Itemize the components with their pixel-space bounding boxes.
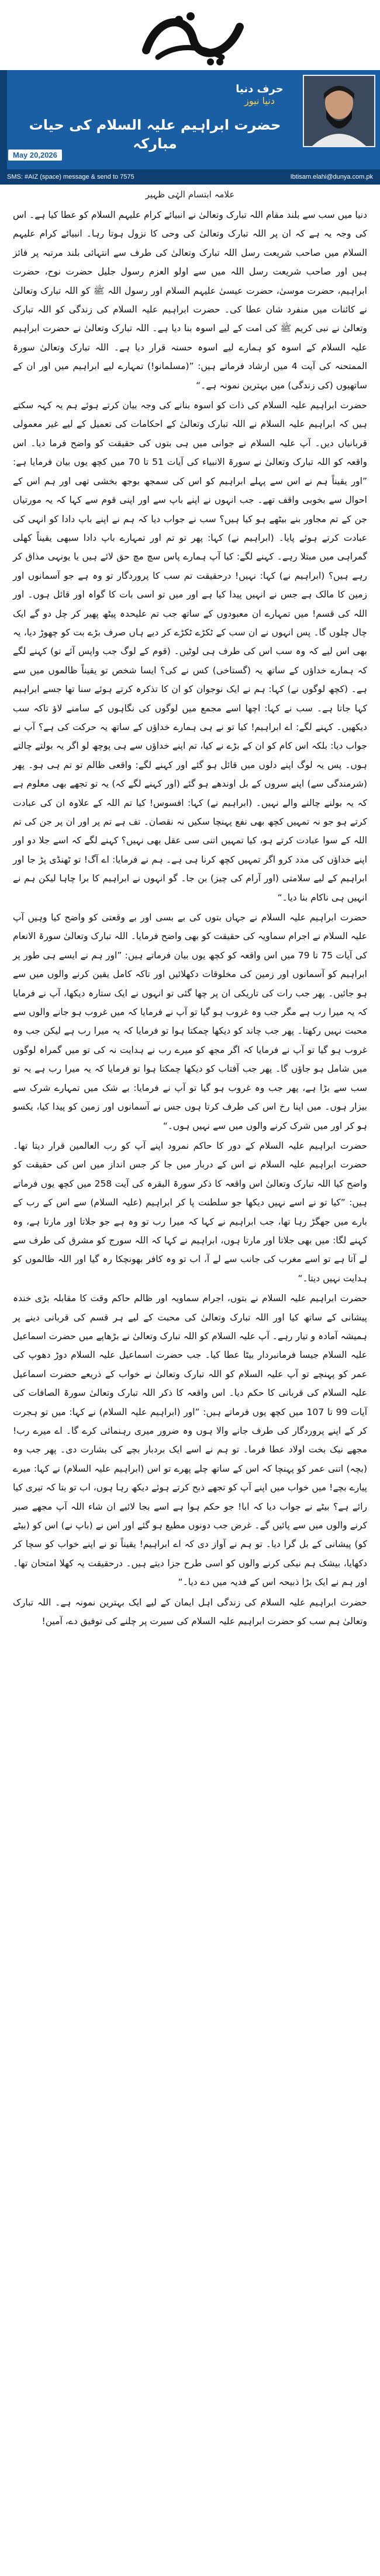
publish-date: May 20,2026 <box>8 150 62 161</box>
author-email[interactable]: Ibtisam.elahi@dunya.com.pk <box>290 173 373 180</box>
article-paragraph: حضرت ابراہیم علیہ السلام کی زندگی اہل ایمان کے لیے ایک بہترین نمونہ ہے۔ اللہ تبارک وتعالیٰ ہم سب کو حضرت ابراہیم علیہ السلام کی سیرت پر چلنے کی توفیق دے، آمین! <box>13 1597 367 1627</box>
article-paragraph: دنیا میں سب سے بلند مقام اللہ تبارک وتعالیٰ نے انبیائے کرام علیہم السلام کو عطا کیا ہے۔ اس کی وجہ یہ ہے کہ ان پر اللہ تبارک وتعالیٰ کی وحی کا نزول ہوتا رہا۔ انبیائے کرام علیہم السلام میں صاحب شریعت رسل اللہ تبارک وتعالیٰ کی طرف سے انتہائی بلند مرتبہ پر فائز ہیں اور صاحب شریعت رسل اللہ میں سے اولو العزم رسول جلیل حضرت نوح، حضرت ابراہیم، حضرت موسیٰ، حضرت عیسیٰ علیہم السلام اور رسول اللہ ﷺ کو اللہ تبارک وتعالیٰ نے کائنات میں منفرد شان عطا کی۔ حضرت ابراہیم علیہ السلام کی زندگی کو اللہ تبارک وتعالیٰ نے نبی کریم ﷺ کی امت کے لیے اسوہ بنا دیا ہے۔ اللہ تبارک وتعالیٰ نے حضرت ابراہیم علیہ السلام کے اسوہ کو ہمارے لیے اسوہ حسنہ قرار دیا ہے۔ اللہ تبارک وتعالیٰ سورۃ الممتحنہ کی آیت 4 میں ارشاد فرماتے ہیں: ”(مسلمانو!) تمہارے لیے ابراہیم میں اور ان کے ساتھیوں (کی زندگی) میں بہترین نمونہ ہے۔“ <box>13 210 367 391</box>
columnist-tag-bottom: دنیا نیوز <box>244 95 275 106</box>
article-paragraph: حضرت ابراہیم علیہ السلام نے جہاں بتوں کی بے بسی اور بے وقعتی کو واضح کیا وہیں آپ علیہ السلام نے اجرام سماویہ کی حقیقت کو بھی واضح فرمایا۔ اللہ تبارک وتعالیٰ سورۃ الانعام کی آیات 75 تا 79 میں اس واقعہ کو کچھ یوں بیان فرماتے ہیں: ”اور ہم نے ایسے ہی طور پر ابراہیم کو آسمانوں اور زمین کی مخلوقات دکھلائیں اور تاکہ کامل یقین کرنے والوں میں سے ہو جائیں۔ پھر جب رات کی تاریکی ان پر چھا گئی تو انہوں نے ایک ستارہ دیکھا، آپ نے فرمایا کہ یہ میرا رب ہے مگر جب وہ غروب ہو گیا تو آپ نے فرمایا کہ میں غروب ہو جانے والوں سے محبت نہیں رکھتا۔ پھر جب چاند کو دیکھا چمکتا ہوا تو فرمایا کہ یہ میرا رب ہے لیکن جب وہ غروب ہو گیا تو آپ نے فرمایا کہ اگر مجھ کو میرے رب نے ہدایت نہ کی تو میں گمراہ لوگوں میں شامل ہو جاؤں گا۔ پھر جب آفتاب کو دیکھا چمکتا ہوا تو فرمایا کہ یہ میرا رب ہے یہ تو سب سے بڑا ہے، پھر جب وہ غروب ہو گیا تو آپ نے فرمایا: بے شک میں تمہارے شرک سے بیزار ہوں۔ میں اپنا رخ اس کی طرف کرتا ہوں جس نے آسمانوں اور زمین کو پیدا کیا، یکسو ہو کر اور میں شرک کرنے والوں میں سے نہیں ہوں۔“ <box>13 912 367 1131</box>
columnist-tag-top: حرف دنیا <box>236 83 284 95</box>
sms-info: SMS: #AIZ (space) message & send to 7575 <box>7 173 134 180</box>
title-bar <box>0 70 380 169</box>
author-name: علامہ ابتسام الہٰی ظہیر <box>145 189 235 200</box>
info-bar <box>0 169 380 185</box>
masthead <box>0 0 380 70</box>
title-bar-accent <box>0 70 7 169</box>
dunya-logo <box>123 4 257 67</box>
author-portrait-icon <box>304 76 374 146</box>
columnist-tag <box>219 77 300 112</box>
author-photo <box>303 75 375 147</box>
article-paragraph: حضرت ابراہیم علیہ السلام کے دور کا حاکم نمرود اپنے آپ کو رب العالمین قرار دیتا تھا۔ حضرت ابراہیم علیہ السلام نے اس کے دربار میں جا کر جس انداز میں اس کی حقیقت کو واضح کیا اللہ تبارک وتعالیٰ اس واقعہ کا ذکر سورۃ البقرہ کی آیت 258 میں کچھ یوں فرماتے ہیں: ”کیا تو نے اسے نہیں دیکھا جو سلطنت پا کر ابراہیم (علیہ السلام) سے اس کے رب کے بارے میں جھگڑ رہا تھا، جب ابراہیم نے کہا کہ میرا رب تو وہ ہے جو جلاتا اور مارتا ہے، وہ کہنے لگا: میں بھی جلاتا اور مارتا ہوں، ابراہیم نے کہا کہ اللہ سورج کو مشرق کی طرف سے لے آتا ہے تو اسے مغرب کی جانب سے لے آ، اب تو وہ کافر بھونچکا رہ گیا اور اللہ ظالموں کو ہدایت نہیں دیتا۔“ <box>13 1140 367 1284</box>
article-paragraph: حضرت ابراہیم علیہ السلام نے بتوں، اجرام سماویہ اور ظالم حاکم وقت کا مقابلہ بڑی خندہ پیشانی کے ساتھ کیا اور اللہ تبارک وتعالیٰ کی محبت کے لیے ہر قسم کی قربانی دینے پر ہمیشہ آمادہ و تیار رہے۔ آپ علیہ السلام کو اللہ تبارک وتعالیٰ نے بڑھاپے میں حضرت اسماعیل علیہ السلام جیسا فرمانبردار بیٹا عطا کیا۔ جب حضرت اسماعیل علیہ السلام دوڑ دھوپ کی عمر کو پہنچے تو آپ علیہ السلام کو اللہ تبارک وتعالیٰ نے خواب کے ذریعے حضرت اسماعیل علیہ السلام کی قربانی کا حکم دیا۔ اس واقعہ کا ذکر اللہ تبارک وتعالیٰ سورۃ الصافات کی آیات 99 تا 107 میں کچھ یوں فرماتے ہیں: ”اور (ابراہیم علیہ السلام) نے کہا: میں تو ہجرت کر کے اپنے پروردگار کی طرف جانے والا ہوں وہ ضرور میری رہنمائی کرے گا۔ اے میرے رب! مجھے نیک بخت اولاد عطا فرما۔ تو ہم نے اسے ایک بردبار بچے کی بشارت دی۔ پھر جب وہ (بچہ) اتنی عمر کو پہنچا کہ اس کے ساتھ چلے پھرے تو اس (ابراہیم علیہ السلام) نے کہا: میرے پیارے بچے! میں خواب میں اپنے آپ کو تجھے ذبح کرتے ہوئے دیکھ رہا ہوں، اب تو بتا کہ تیری کیا رائے ہے؟ بیٹے نے جواب دیا کہ ابا! جو حکم ہوا ہے اسے بجا لائیے ان شاء اللہ آپ مجھے صبر کرنے والوں میں سے پائیں گے۔ غرض جب دونوں مطیع ہو گئے اور اس نے (باپ نے) اس کو (بیٹے کو) پیشانی کے بل گرا دیا۔ تو ہم نے آواز دی کہ اے ابراہیم! یقیناً تو نے اپنے خواب کو سچا کر دکھایا، بیشک ہم نیکی کرنے والوں کو اسی طرح جزا دیتے ہیں۔ درحقیقت یہ کھلا امتحان تھا۔ اور ہم نے ایک بڑا ذبیحہ اس کے فدیہ میں دے دیا۔“ <box>13 1293 368 1588</box>
article-paragraph: حضرت ابراہیم علیہ السلام کی ذات کو اسوہ بنانے کی وجہ بیان کرتے ہوئے ہم یہ کہہ سکتے ہیں کہ ابراہیم علیہ السلام نے اللہ تبارک وتعالیٰ کے احکامات کی تعمیل کے لیے غیر معمولی قربانیاں دیں۔ آپ علیہ السلام نے جوانی میں ہی بتوں کی حقیقت کو واضح فرما دیا۔ اس واقعہ کو اللہ تبارک وتعالیٰ نے سورۃ الانبیاء کی آیات 51 تا 70 میں کچھ یوں بیان فرمایا ہے: ”اور یقیناً ہم نے اس سے پہلے ابراہیم کو اس کی سمجھ بوجھ بخشی تھی اور ہم اس کے احوال سے بخوبی واقف تھے۔ جب انہوں نے اپنے باپ سے اور اپنی قوم سے کہا کہ یہ مورتیاں جن کے تم مجاور بنے بیٹھے ہو کیا ہیں؟ سب نے جواب دیا کہ ہم نے اپنے باپ دادا کو انہی کی عبادت کرتے ہوئے پایا۔ (ابراہیم نے) کہا: پھر تو تم اور تمہارے باپ دادا سبھی یقیناً کھلی گمراہی میں مبتلا رہے۔ کہنے لگے: کیا آپ ہمارے پاس سچ مچ حق لائے ہیں یا یونہی مذاق کر رہے ہیں؟ (ابراہیم نے) کہا: نہیں! درحقیقت تم سب کا پروردگار تو وہ ہے جو آسمانوں اور زمین کا مالک ہے جس نے انہیں پیدا کیا ہے اور میں تو اسی بات کا گواہ اور قائل ہوں۔ اور اللہ کی قسم! میں تمہارے ان معبودوں کے ساتھ جب تم علیحدہ پیٹھ پھیر کر چل دو گے ایک چال چلوں گا۔ پس انہوں نے ان سب کے ٹکڑے ٹکڑے کر دیے ہاں صرف بڑے بت کو چھوڑ دیا، یہ بھی اس لیے کہ وہ سب اس کی طرف ہی لوٹیں۔ (قوم کے لوگ جب واپس آئے تو) کہنے لگے کہ ہمارے خداؤں کے ساتھ یہ (گستاخی) کس نے کی؟ ایسا شخص تو یقیناً ظالموں میں سے ہے۔ (کچھ لوگوں نے) کہا: ہم نے ایک نوجوان کو ان کا تذکرہ کرتے ہوئے سنا تھا جسے ابراہیم کہا جاتا ہے۔ سب نے کہا: اچھا اسے مجمع میں لوگوں کی نگاہوں کے سامنے لاؤ تاکہ سب دیکھیں۔ کہنے لگے: اے ابراہیم! کیا تو نے ہی ہمارے خداؤں کے ساتھ یہ حرکت کی ہے؟ آپ نے جواب دیا: بلکہ اس کام کو ان کے بڑے نے کیا، تم اپنے خداؤں سے ہی پوچھ لو اگر یہ بولتے چالتے ہوں۔ پس یہ لوگ اپنے دلوں میں قائل ہو گئے اور کہنے لگے: واقعی ظالم تو تم ہی ہو۔ پھر (شرمندگی سے) اپنے سروں کے بل اوندھے ہو گئے (اور کہنے لگے کہ) یہ تو تجھے بھی معلوم ہے کہ یہ بولنے چالنے والے نہیں۔ (ابراہیم نے) کہا: افسوس! کیا تم اللہ کے علاوہ ان کی عبادت کرتے ہو جو نہ تمہیں کچھ بھی نفع پہنچا سکیں نہ نقصان۔ تف ہے تم پر اور ان پر جن کی تم اللہ کے سوا عبادت کرتے ہو، کیا تمہیں اتنی سی عقل بھی نہیں؟ کہنے لگے کہ اسے جلا دو اور اپنے خداؤں کی مدد کرو اگر تمہیں کچھ کرنا ہی ہے۔ ہم نے فرمایا: اے آگ! تو ٹھنڈی پڑ جا اور ابراہیم کے لیے سلامتی (اور آرام کی چیز) بن جا۔ گو انہوں نے ابراہیم کا برا چاہا لیکن ہم نے انہیں ہی ناکام بنا دیا۔“ <box>13 400 368 903</box>
article-body <box>0 202 380 1631</box>
article-title: حضرت ابراہیم علیہ السلام کی حیات مبارکہ <box>29 117 281 152</box>
logo-text <box>189 35 190 36</box>
